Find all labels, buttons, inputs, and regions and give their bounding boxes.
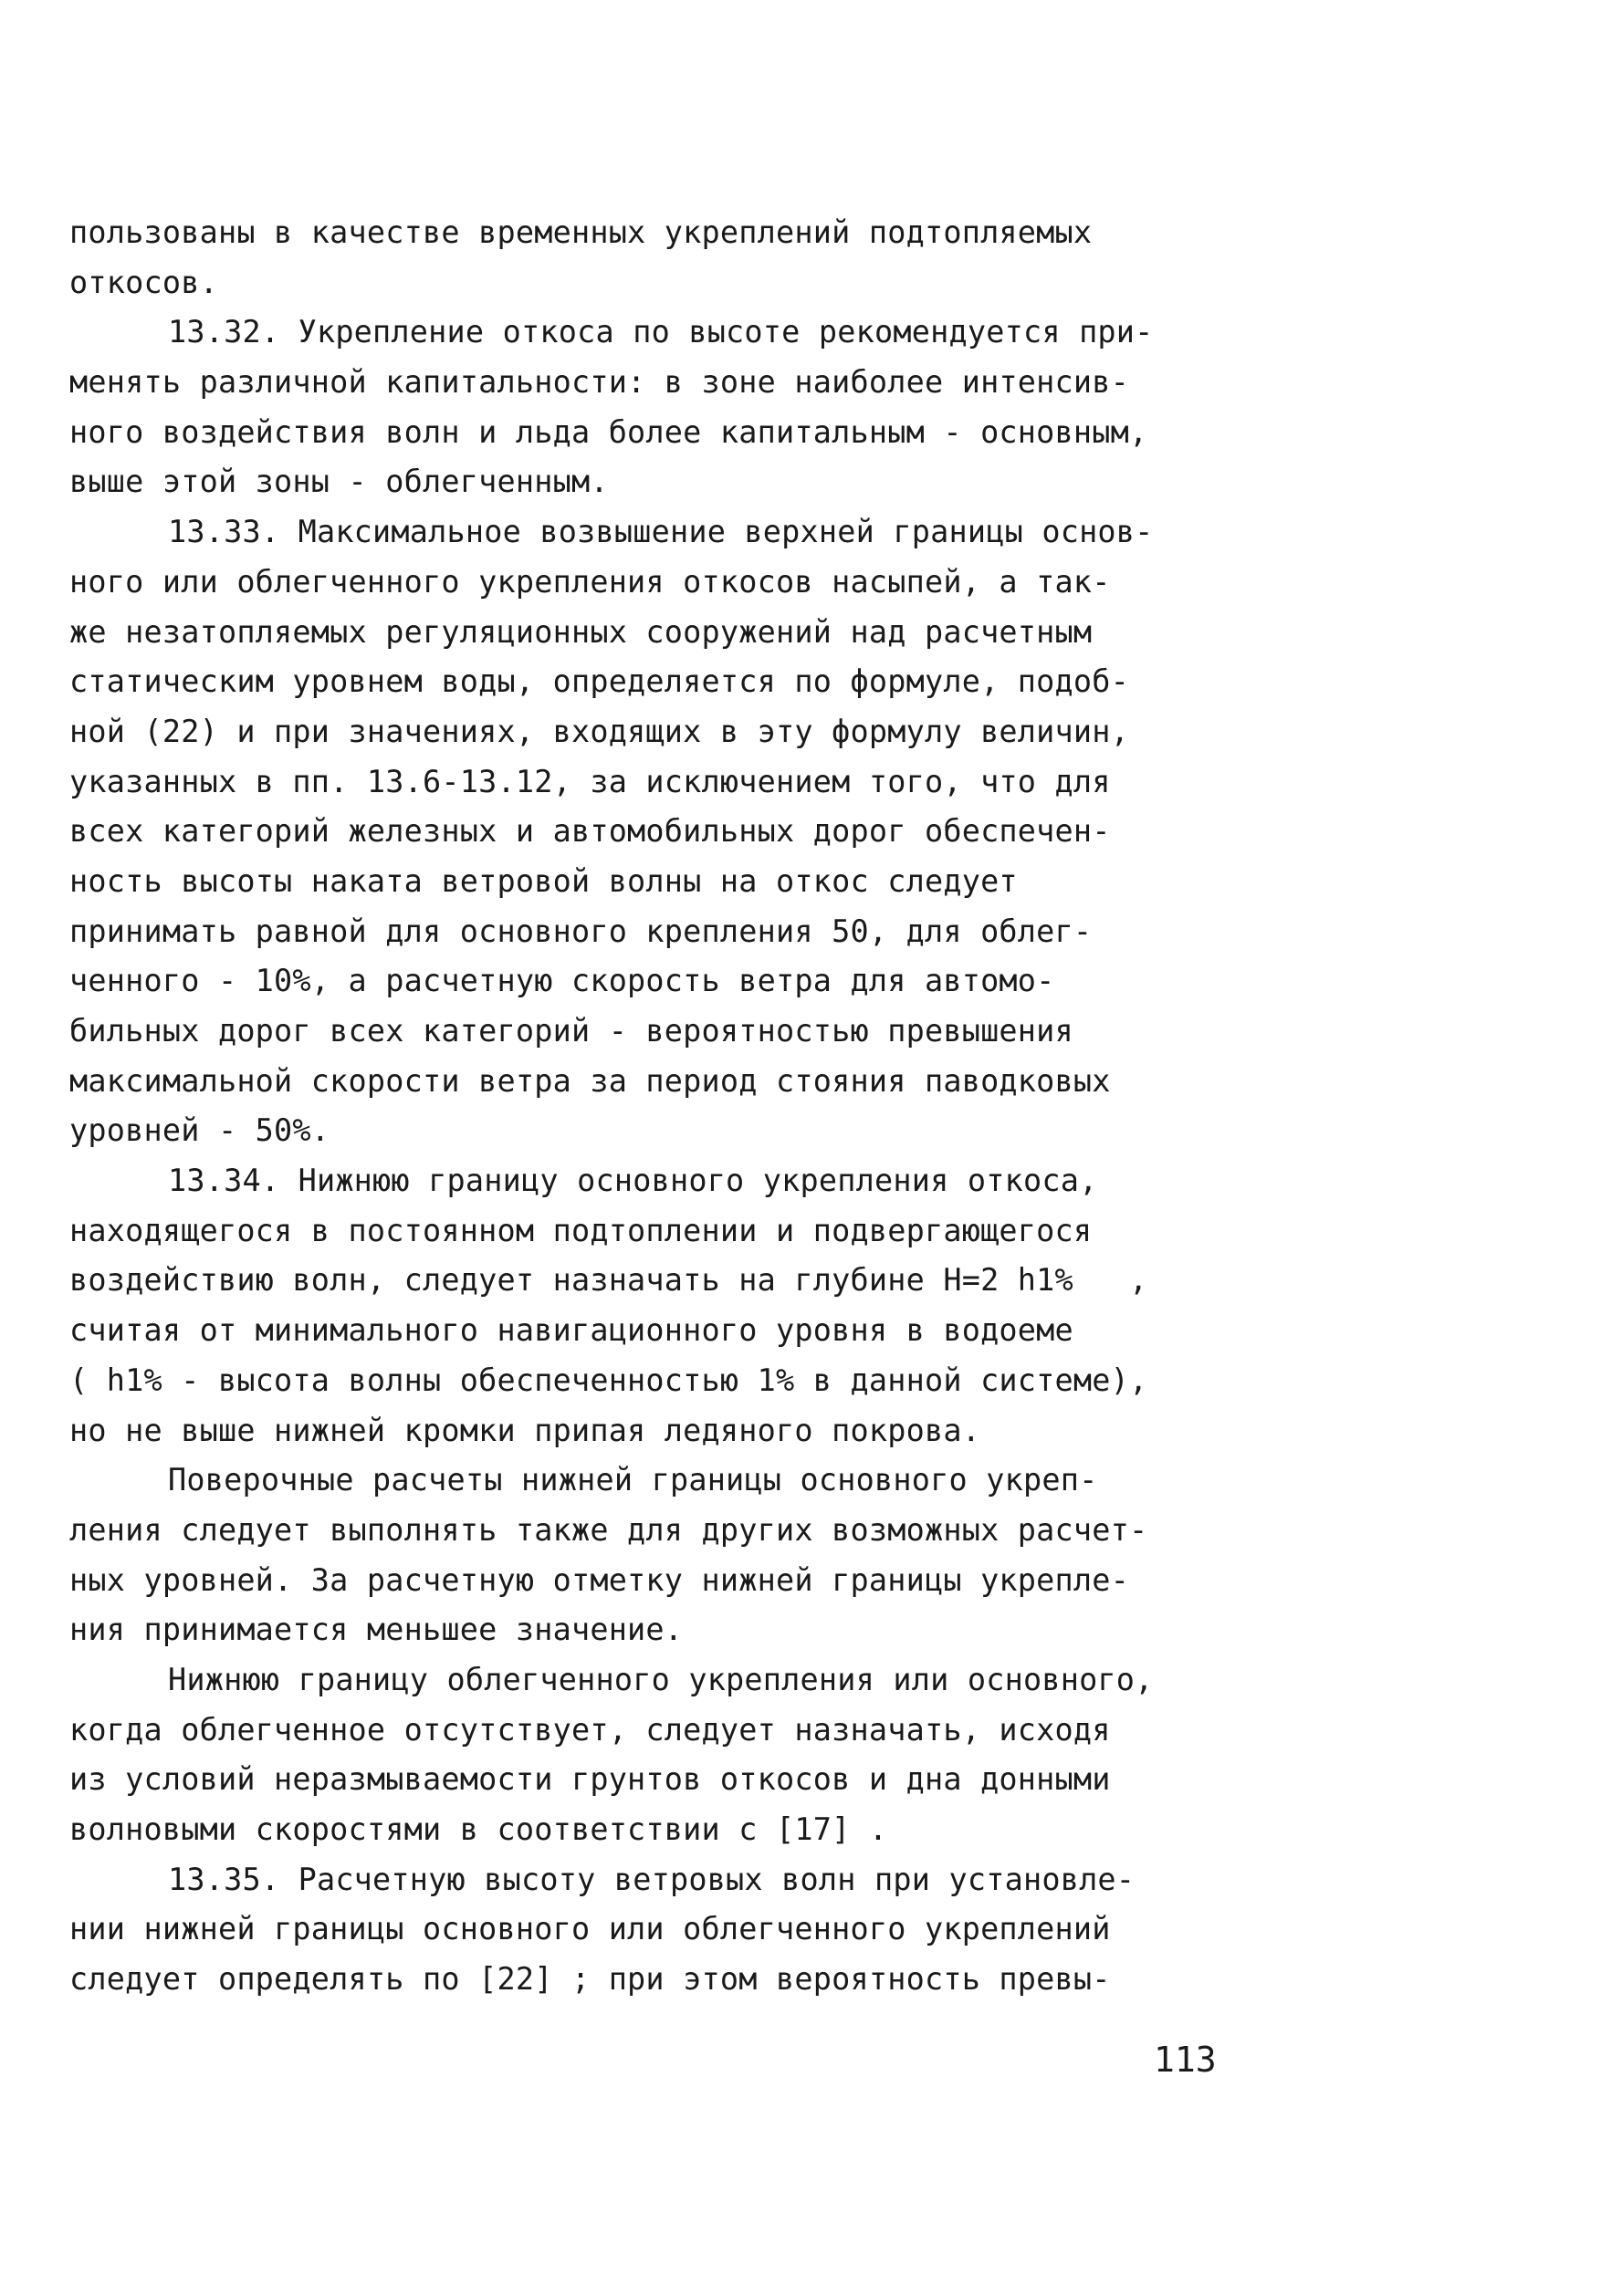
text-line: воздействию волн, следует назначать на глубине H=2 h1% , (69, 1262, 1148, 1299)
text-line: статическим уровнем воды, определяется по формуле, подоб- (69, 663, 1130, 700)
text-line: следует определять по [22] ; при этом вероятность превы- (69, 1961, 1111, 1998)
text-line: максимальной скорости ветра за период стояния паводковых (69, 1062, 1111, 1099)
text-line: откосов. (69, 264, 218, 300)
paragraph-verification-start: Поверочные расчеты нижней границы основного укреп- (168, 1462, 1098, 1498)
text-line: когда облегченное отсутствует, следует назначать, исходя (69, 1711, 1111, 1748)
text-line: нии нижней границы основного или облегченного укреплений (69, 1911, 1111, 1947)
text-line: пользованы в качестве временных укреплений подтопляемых (69, 214, 1093, 250)
text-line: ( h1% - высота волны обеспеченностью 1% в данной системе), (69, 1362, 1148, 1398)
text-line: ного или облегченного укрепления откосов насыпей, а так- (69, 563, 1111, 600)
paragraph-lower-boundary-start: Нижнюю границу облегченного укрепления или основного, (168, 1661, 1154, 1697)
page-number: 113 (1154, 2040, 1217, 2080)
text-line: принимать равной для основного крепления 50, для облег- (69, 913, 1093, 949)
text-line: ления следует выполнять также для других возможных расчет- (69, 1511, 1148, 1548)
text-line: волновыми скоростями в соответствии с [17] . (69, 1811, 888, 1847)
text-line: ность высоты наката ветровой волны на откос следует (69, 862, 1018, 899)
text-line: но не выше нижней кромки припая ледяного покрова. (69, 1412, 981, 1448)
text-line: же незатопляемых регуляционных сооружений над расчетным (69, 613, 1093, 650)
paragraph-13-32-start: 13.32. Укрепление откоса по высоте рекомендуется при- (168, 314, 1154, 350)
text-line: всех категорий железных и автомобильных дорог обеспечен- (69, 813, 1111, 850)
text-line: считая от минимального навигационного уровня в водоеме (69, 1312, 1073, 1349)
text-line: ных уровней. За расчетную отметку нижней границы укрепле- (69, 1561, 1130, 1598)
body-text (69, 208, 1274, 2005)
text-line: ния принимается меньшее значение. (69, 1612, 684, 1648)
text-line: бильных дорог всех категорий - вероятностью превышения (69, 1013, 1073, 1049)
text-line: ной (22) и при значениях, входящих в эту формулу величин, (69, 713, 1130, 749)
paragraph-13-35-start: 13.35. Расчетную высоту ветровых волн при установле- (168, 1861, 1136, 1897)
text-line: из условий неразмываемости грунтов откосов и дна донными (69, 1761, 1111, 1798)
paragraph-13-33-start: 13.33. Максимальное возвышение верхней границы основ- (168, 514, 1154, 550)
text-line: находящегося в постоянном подтоплении и подвергающегося (69, 1212, 1093, 1248)
text-line: указанных в пп. 13.6-13.12, за исключением того, что для (69, 763, 1111, 799)
text-line: ченного - 10%, а расчетную скорость ветра для автомо- (69, 963, 1055, 999)
text-line: менять различной капитальности: в зоне наиболее интенсив- (69, 364, 1130, 401)
text-line: выше этой зоны - облегченным. (69, 464, 609, 500)
text-line: ного воздействия волн и льда более капитальным - основным, (69, 413, 1148, 450)
text-line: уровней - 50%. (69, 1112, 330, 1149)
paragraph-13-34-start: 13.34. Нижнюю границу основного укрепления откоса, (168, 1163, 1098, 1199)
